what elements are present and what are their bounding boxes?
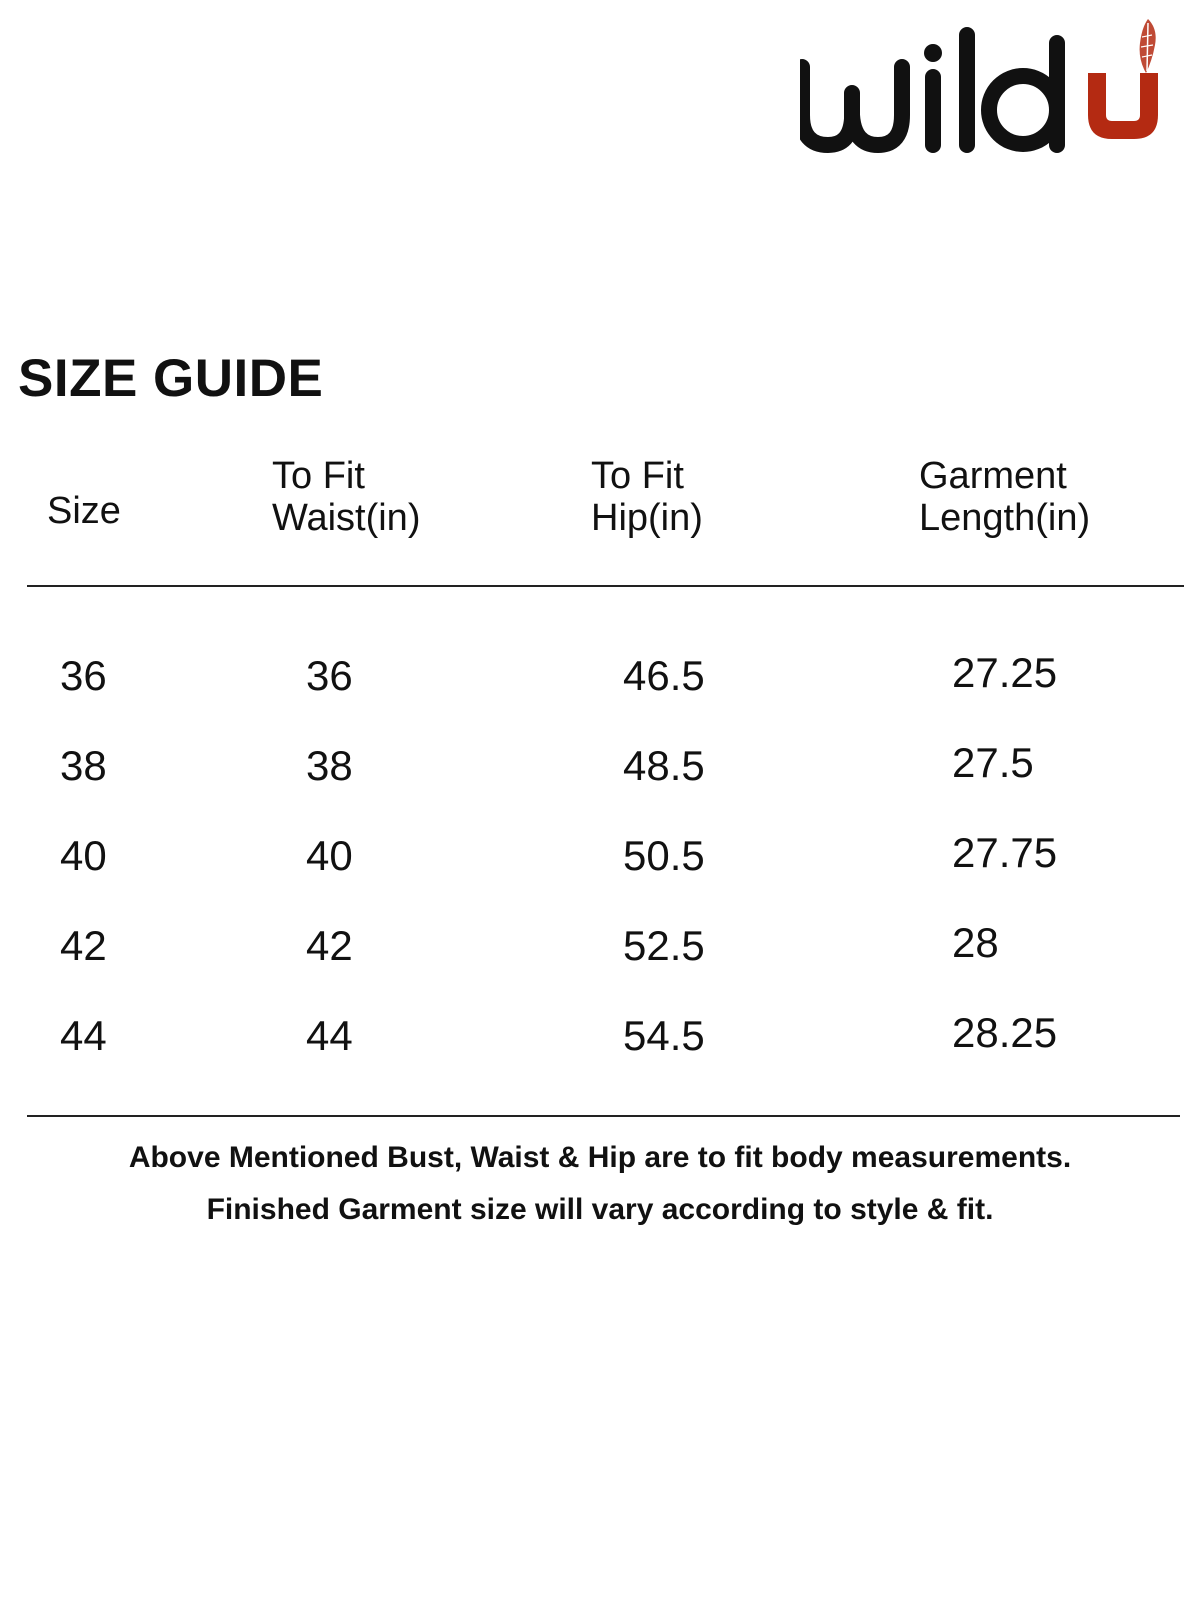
table-row [0, 736, 1200, 796]
column-header-waist: To Fit Waist(in) [272, 455, 421, 539]
length-cell: 28 [952, 919, 999, 966]
waist-cell: 44 [306, 1012, 353, 1059]
hip-cell: 52.5 [623, 922, 705, 969]
size-cell: 42 [60, 922, 107, 969]
fit-note: Above Mentioned Bust, Waist & Hip are to fit body measurements. [128, 1141, 1072, 1174]
length-cell: 27.75 [952, 829, 1058, 876]
length-cell: 27.25 [952, 649, 1058, 696]
garment-note: Finished Garment size will vary according to style & fit. [206, 1193, 994, 1226]
waist-cell: 42 [306, 922, 353, 969]
wild-u-logo-graphic [800, 15, 1170, 155]
hip-cell: 46.5 [623, 652, 705, 699]
column-header-hip: To Fit Hip(in) [591, 455, 703, 539]
table-row [0, 1006, 1200, 1066]
hip-cell: 54.5 [623, 1012, 705, 1059]
length-cell: 28.25 [952, 1009, 1058, 1056]
size-cell: 40 [60, 832, 107, 879]
hip-cell: 48.5 [623, 742, 705, 789]
size-cell: 44 [60, 1012, 107, 1059]
size-cell: 36 [60, 652, 107, 699]
table-top-divider [27, 585, 1184, 587]
table-row [0, 826, 1200, 886]
page-title: SIZE GUIDE [18, 349, 324, 408]
size-cell: 38 [60, 742, 107, 789]
table-bottom-divider [27, 1115, 1180, 1117]
waist-cell: 36 [306, 652, 353, 699]
table-row [0, 646, 1200, 706]
waist-cell: 38 [306, 742, 353, 789]
length-cell: 27.5 [952, 739, 1034, 786]
column-header-size: Size [47, 490, 121, 532]
brand-logo [800, 15, 1170, 155]
table-row [0, 916, 1200, 976]
column-header-length: Garment Length(in) [919, 455, 1091, 539]
waist-cell: 40 [306, 832, 353, 879]
hip-cell: 50.5 [623, 832, 705, 879]
